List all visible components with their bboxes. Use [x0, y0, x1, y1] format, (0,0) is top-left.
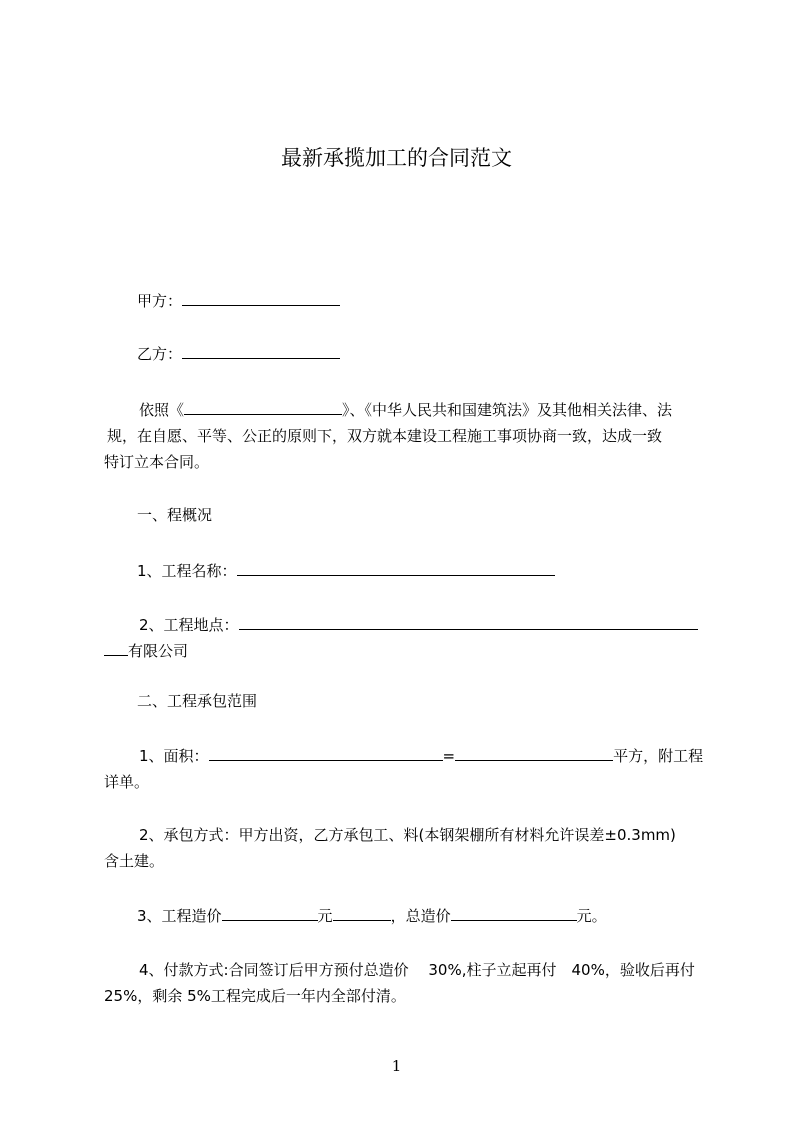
price-line — [137, 905, 607, 926]
area-blank-1[interactable] — [209, 745, 443, 761]
intro-line-2: 规，在自愿、平等、公正的原则下，双方就本建设工程施工事项协商一致，达成一致 — [107, 427, 663, 445]
page-number: 1 — [391, 1057, 402, 1075]
area-label: 1、面积： — [139, 747, 209, 765]
party-b-label: 乙方： — [137, 345, 183, 363]
law-name-blank[interactable] — [184, 399, 342, 415]
intro-suffix: 》、《中华人民共和国建筑法》及其他相关法律、法 — [342, 401, 673, 419]
contract-mode-line-2: 含土建。 — [104, 852, 165, 870]
company-name-blank[interactable] — [104, 640, 128, 656]
party-b-blank[interactable] — [182, 343, 340, 359]
project-name-label: 1、工程名称： — [137, 562, 237, 580]
price-blank-2[interactable] — [333, 905, 391, 921]
project-location-line — [139, 614, 698, 635]
party-b-line — [137, 343, 340, 364]
intro-line-1 — [139, 399, 672, 420]
area-line-2: 详单。 — [104, 773, 150, 791]
price-end: 元。 — [576, 907, 607, 925]
payment-line-2: 25%，剩余 5%工程完成后一年内全部付清。 — [104, 987, 406, 1005]
total-price-blank[interactable] — [451, 905, 577, 921]
section-2-heading: 二、工程承包范围 — [137, 692, 258, 710]
project-location-blank[interactable] — [239, 614, 698, 630]
project-location-line-2 — [104, 640, 188, 661]
project-name-line — [137, 560, 555, 581]
party-a-line — [137, 290, 340, 311]
area-equals: = — [442, 747, 456, 765]
price-yuan: 元 — [317, 907, 333, 925]
intro-prefix: 依照《 — [139, 401, 185, 419]
area-line — [139, 745, 703, 766]
price-label: 3、工程造价 — [137, 907, 222, 925]
document-title: 最新承揽加工的合同范文 — [281, 146, 512, 170]
party-a-blank[interactable] — [182, 290, 340, 306]
project-location-label: 2、工程地点： — [139, 616, 239, 634]
section-1-heading: 一、程概况 — [137, 506, 213, 524]
company-suffix: 有限公司 — [128, 642, 189, 660]
price-blank-1[interactable] — [222, 905, 318, 921]
payment-line-1: 4、付款方式:合同签订后甲方预付总造价 30%,柱子立起再付 40%，验收后再付 — [139, 961, 695, 979]
contract-mode-line-1: 2、承包方式：甲方出资，乙方承包工、料(本钢架棚所有材料允许误差±0.3mm) — [139, 826, 676, 844]
area-blank-2[interactable] — [455, 745, 613, 761]
price-total-label: ，总造价 — [390, 907, 451, 925]
area-unit: 平方，附工程 — [613, 747, 704, 765]
project-name-blank[interactable] — [237, 560, 555, 576]
intro-line-3: 特订立本合同。 — [104, 453, 210, 471]
party-a-label: 甲方： — [137, 292, 183, 310]
